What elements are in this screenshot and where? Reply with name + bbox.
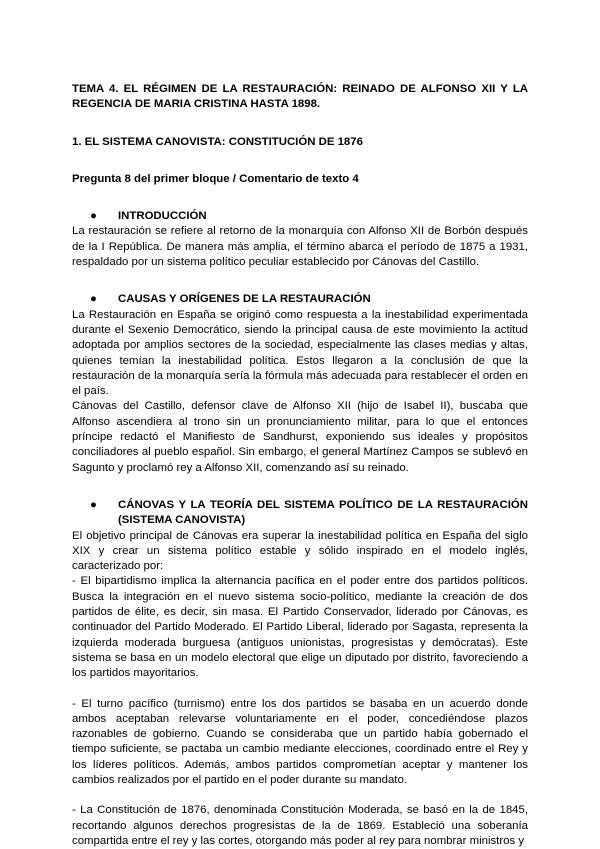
paragraph-constitucion: - La Constitución de 1876, denominada Constitución Moderada, se basó en la de 1845, recortando algunos derechos progresistas de la de 1869. Estableció una soberanía compartida entre el rey y las cortes, otorgando más poder al rey para nombrar ministros y (72, 804, 528, 847)
paragraph-introduccion: La restauración se refiere al retorno de la monarquía con Alfonso XII de Borbón después de la I República. De manera más amplia, el término abarca el período de 1875 a 1931, respaldado por un sistema político peculiar establecido por Cánovas del Castillo. (72, 225, 528, 269)
section-title: 1. EL SISTEMA CANOVISTA: CONSTITUCIÓN DE 1876 (72, 135, 363, 148)
question-subtitle: Pregunta 8 del primer bloque / Comentario de texto 4 (72, 172, 359, 185)
heading-text: INTRODUCCIÓN (118, 210, 207, 223)
paragraph-gap (72, 788, 528, 803)
bullet-icon: ● (90, 210, 97, 223)
bullet-icon: ● (90, 498, 97, 511)
heading-canovas (72, 498, 528, 529)
heading-text: CAUSAS Y ORÍGENES DE LA RESTAURACIÓN (118, 293, 371, 306)
heading-introduccion (72, 209, 528, 224)
heading-causas (72, 292, 528, 307)
paragraph-bipartidismo: - El bipartidismo implica la alternancia pacífica en el poder entre dos partidos políticos. Busca la integración en el nuevo sistema socio-político, mediante la creación de dos partidos de élite, es decir, sin masa. El Partido Conservador, liderado por Cánovas, es continuador del Partido Moderado. El Partido Liberal, liderado por Sagasta, representa la izquierda moderada burguesa (antiguos unionistas, progresistas y demócratas). Este sistema se basa en un modelo electoral que elige un diputado por distrito, favoreciendo a los partidos mayoritarios. (72, 575, 528, 680)
paragraph-causas-1: La Restauración en España se originó como respuesta a la inestabilidad experimentada durante el Sexenio Democrático, siendo la principal causa de este movimiento la actitud adoptada por amplios sectores de la sociedad, especialmente las clases medias y altas, quienes temían la inestabilidad política. Estos llegaron a la conclusión de que la restauración de la monarquía sería la fórmula más adecuada para restablecer el orden en el país. (72, 308, 528, 398)
heading-text: CÁNOVAS Y LA TEORÍA DEL SISTEMA POLÍTICO DE LA RESTAURACIÓN (SISTEMA CANOVISTA) (118, 498, 528, 527)
bullet-icon: ● (90, 293, 97, 306)
paragraph-causas-2: Cánovas del Castillo, defensor clave de Alfonso XII (hijo de Isabel II), buscaba que Alfonso ascendiera al trono sin un pronunciamiento militar, para lo que el entonces príncipe redactó el Manifiesto de Sandhurst, exponiendo sus ideales y propósitos conciliadores al pueblo español. Sin embargo, el general Martínez Campos se sublevó en Sagunto y proclamó rey a Alfonso XII, comenzando así su reinado. (72, 400, 528, 474)
paragraph-gap (72, 682, 528, 697)
paragraph-canovas-intro: El objetivo principal de Cánovas era superar la inestabilidad política en España del siglo XIX y crear un sistema político estable y sólido inspirado en el modelo inglés, caracterizado por: (72, 529, 528, 573)
document-title: TEMA 4. EL RÉGIMEN DE LA RESTAURACIÓN: REINADO DE ALFONSO XII Y LA REGENCIA DE MARIA CRISTINA HASTA 1898. (72, 83, 528, 111)
paragraph-turnismo: - El turno pacífico (turnismo) entre los dos partidos se basaba en un acuerdo donde ambos aceptaban relevarse voluntariamente en el poder, concediéndose plazos razonables de gobierno. Cuando se consideraba que un partido había gobernado el tiempo suficiente, se pactaba un cambio mediante elecciones, coordinado entre el Rey y los líderes políticos. Además, ambos partidos comprometían aceptar y mantener los cambios realizados por el partido en el poder durante su mandato. (72, 697, 528, 786)
